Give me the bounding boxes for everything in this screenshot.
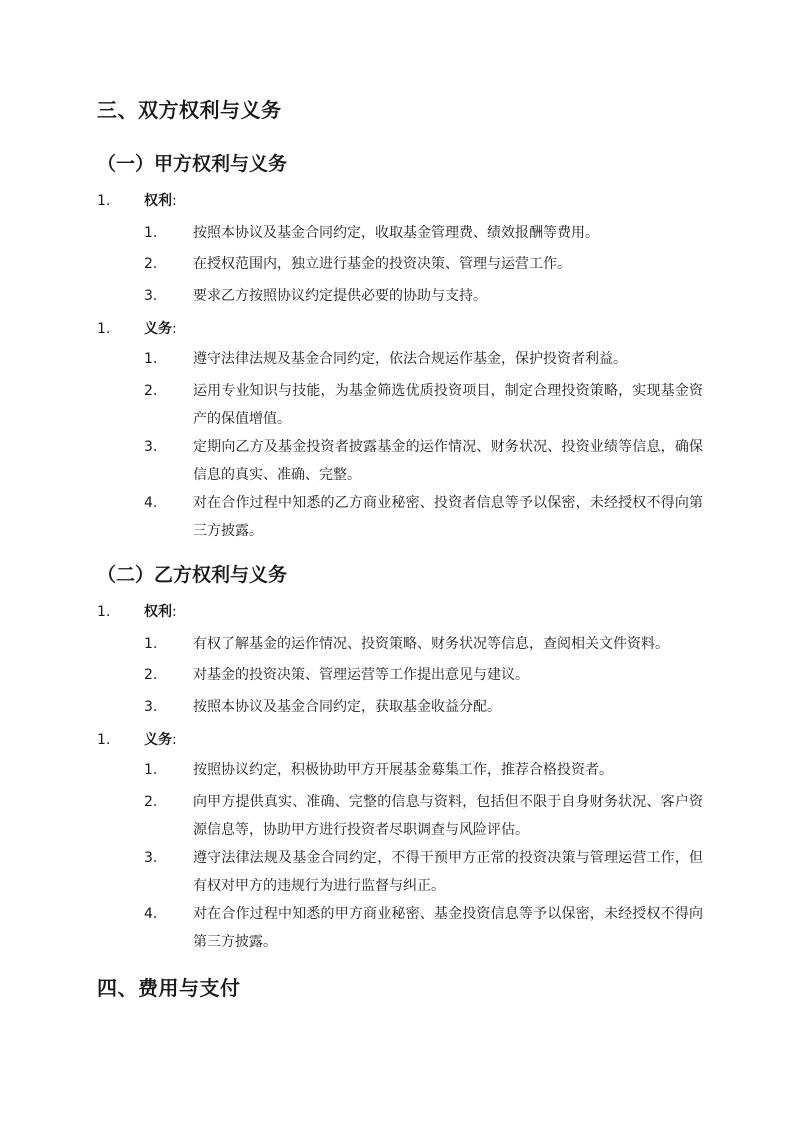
list-item (144, 377, 704, 433)
list-number: 4. (144, 906, 158, 922)
list-item (144, 219, 704, 247)
label-colon: : (172, 321, 177, 337)
list-item (144, 661, 704, 689)
list-item-text: 对基金的投资决策、管理运营等工作提出意见与建议。 (193, 667, 529, 683)
list-item-text: 运用专业知识与技能，为基金筛选优质投资项目，制定合理投资策略，实现基金资产的保值增值。 (193, 383, 703, 427)
list-item-text: 按照协议约定，积极协助甲方开展基金募集工作，推荐合格投资者。 (193, 762, 613, 778)
list-number: 3. (144, 699, 158, 715)
list-number: 1. (97, 732, 111, 748)
subsection-title-party-b: （二）乙方权利与义务 (97, 564, 288, 586)
list-number: 2. (144, 256, 158, 272)
list-item (144, 250, 704, 278)
list-item-text: 对在合作过程中知悉的乙方商业秘密、投资者信息等予以保密，未经授权不得向第三方披露。 (193, 495, 703, 539)
label-colon: : (172, 604, 177, 620)
list-number: 1. (97, 193, 111, 209)
list-item (144, 844, 704, 900)
list-number: 3. (144, 850, 158, 866)
list-number: 1. (144, 351, 158, 367)
list-item (144, 693, 704, 721)
list-label (144, 319, 177, 339)
list-item (144, 433, 704, 489)
list-item-text: 定期向乙方及基金投资者披露基金的运作情况、财务状况、投资业绩等信息，确保信息的真实、准确、完整。 (193, 439, 703, 483)
label-text: 权利 (144, 604, 172, 620)
list-item (144, 900, 704, 956)
list-item (144, 489, 704, 545)
list-item-text: 向甲方提供真实、准确、完整的信息与资料，包括但不限于自身财务状况、客户资源信息等，协助甲方进行投资者尽职调查与风险评估。 (193, 794, 703, 838)
list-number: 1. (144, 636, 158, 652)
list-item-text: 对在合作过程中知悉的甲方商业秘密、基金投资信息等予以保密，未经授权不得向第三方披露。 (193, 906, 703, 950)
list-number: 3. (144, 288, 158, 304)
list-label (144, 602, 177, 622)
list-item-text: 按照本协议及基金合同约定，收取基金管理费、绩效报酬等费用。 (193, 225, 599, 241)
list-number: 2. (144, 383, 158, 399)
list-number: 1. (144, 225, 158, 241)
label-text: 义务 (144, 321, 172, 337)
list-number: 4. (144, 495, 158, 511)
list-item (144, 282, 704, 310)
label-text: 义务 (144, 732, 172, 748)
list-number: 1. (97, 321, 111, 337)
list-item (144, 345, 704, 373)
list-item-text: 有权了解基金的运作情况、投资策略、财务状况等信息，查阅相关文件资料。 (193, 636, 669, 652)
list-number: 2. (144, 667, 158, 683)
list-item-text: 要求乙方按照协议约定提供必要的协助与支持。 (193, 288, 487, 304)
label-colon: : (172, 193, 177, 209)
label-text: 权利 (144, 193, 172, 209)
list-number: 3. (144, 439, 158, 455)
list-item-text: 遵守法律法规及基金合同约定，不得干预甲方正常的投资决策与管理运营工作，但有权对甲方的违规行为进行监督与纠正。 (193, 850, 703, 894)
list-label (144, 191, 177, 211)
list-number: 2. (144, 794, 158, 810)
list-item-text: 按照本协议及基金合同约定，获取基金收益分配。 (193, 699, 501, 715)
list-number: 1. (144, 762, 158, 778)
subsection-title-party-a: （一）甲方权利与义务 (97, 153, 288, 175)
list-item (144, 788, 704, 844)
section-title-fees-payment: 四、费用与支付 (97, 976, 241, 1000)
list-item (144, 756, 704, 784)
label-colon: : (172, 732, 177, 748)
list-item-text: 在授权范围内，独立进行基金的投资决策、管理与运营工作。 (193, 256, 571, 272)
list-item (144, 630, 704, 658)
list-number: 1. (97, 604, 111, 620)
section-title-rights-obligations: 三、双方权利与义务 (97, 98, 282, 122)
list-item-text: 遵守法律法规及基金合同约定，依法合规运作基金，保护投资者利益。 (193, 351, 627, 367)
list-label (144, 730, 177, 750)
